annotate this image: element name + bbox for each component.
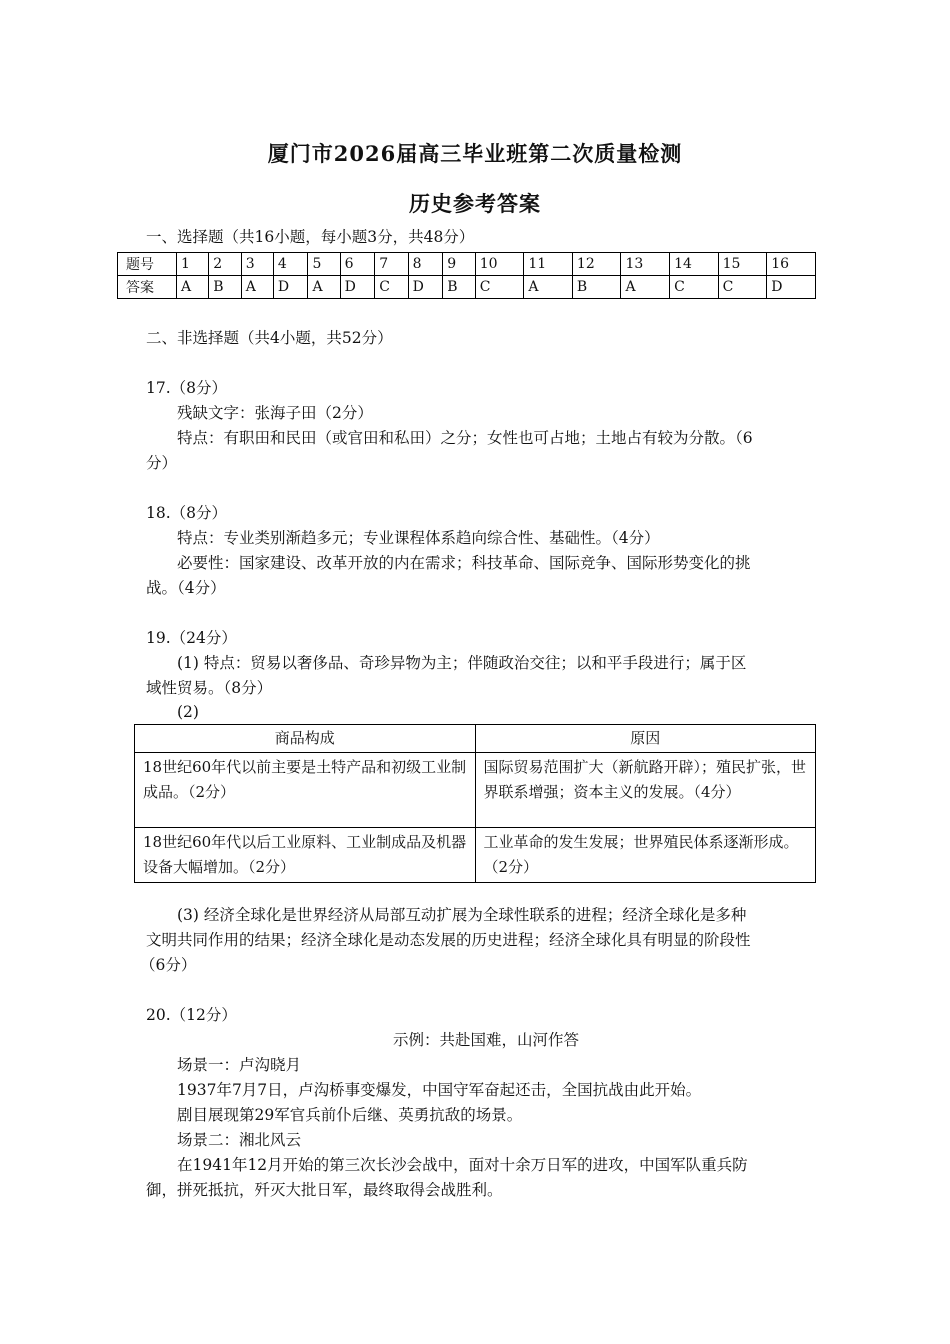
question-number: 4 (273, 253, 308, 276)
question-number: 15 (718, 253, 767, 276)
q18-line2: 必要性：国家建设、改革开放的内在需求；科技革命、国际竞争、国际形势变化的挑 (177, 554, 751, 572)
answer-letter: D (273, 276, 308, 299)
q19-table (134, 724, 816, 883)
q20-scene2-title: 场景二：湘北风云 (177, 1131, 302, 1149)
row-label-answer: 答案 (118, 276, 177, 299)
q18-line1: 特点：专业类别渐趋多元；专业课程体系趋向综合性、基础性。（4分） (177, 529, 660, 547)
question-number: 2 (209, 253, 242, 276)
question-number: 6 (340, 253, 375, 276)
question-number: 7 (375, 253, 408, 276)
q19-cell-goods: 18世纪60年代以后工业原料、工业制成品及机器设备大幅增加。（2分） (135, 828, 476, 883)
section1-heading: 一、选择题（共16小题，每小题3分，共48分） (146, 228, 475, 246)
answer-letter: A (524, 276, 573, 299)
answer-letter: C (670, 276, 719, 299)
q18-label: 18.（8分） (146, 504, 228, 522)
q20-scene1-title: 场景一：卢沟晓月 (177, 1056, 302, 1074)
q20-scene1-line2: 剧目展现第29军官兵前仆后继、英勇抗敌的场景。 (177, 1106, 523, 1124)
answer-letter: C (718, 276, 767, 299)
answer-letter: C (475, 276, 524, 299)
q19-label: 19.（24分） (146, 629, 237, 647)
answer-letter: C (375, 276, 408, 299)
question-number: 16 (767, 253, 816, 276)
q19-part1-cont: 域性贸易。（8分） (146, 679, 273, 697)
q20-example-title: 示例：共赴国难，山河作答 (393, 1031, 580, 1049)
question-number: 8 (408, 253, 443, 276)
question-number: 9 (443, 253, 476, 276)
answer-letter: D (408, 276, 443, 299)
row-label-question: 题号 (118, 253, 177, 276)
answer-row (118, 276, 816, 299)
q19-table-header-goods: 商品构成 (135, 725, 476, 753)
question-number: 5 (308, 253, 340, 276)
q17-line2-cont: 分） (146, 454, 178, 472)
q19-part3-score: （6分） (140, 956, 197, 974)
q20-label: 20.（12分） (146, 1006, 237, 1024)
q17-line2: 特点：有职田和民田（或官田和私田）之分；女性也可占地；土地占有较为分散。（6 (177, 429, 753, 447)
table-row (135, 828, 816, 883)
question-number: 14 (670, 253, 719, 276)
question-number-row (118, 253, 816, 276)
question-number: 1 (177, 253, 209, 276)
q19-part3-cont: 文明共同作用的结果；经济全球化是动态发展的历史进程；经济全球化具有明显的阶段性 (146, 931, 751, 949)
table-row (135, 753, 816, 828)
q20-scene1-line1: 1937年7月7日，卢沟桥事变爆发，中国守军奋起还击，全国抗战由此开始。 (177, 1081, 702, 1099)
q19-cell-reason: 工业革命的发生发展；世界殖民体系逐渐形成。（2分） (475, 828, 816, 883)
page-title: 厦门市2026届高三毕业班第二次质量检测 (267, 141, 683, 166)
q20-scene2-line1: 在1941年12月开始的第三次长沙会战中，面对十余万日军的进攻，中国军队重兵防 (177, 1156, 748, 1174)
question-number: 3 (241, 253, 273, 276)
q19-part1: (1) 特点：贸易以奢侈品、奇珍异物为主；伴随政治交往；以和平手段进行；属于区 (177, 654, 747, 672)
q20-scene2-line2: 御，拼死抵抗，歼灭大批日军，最终取得会战胜利。 (146, 1181, 503, 1199)
q19-cell-reason: 国际贸易范围扩大（新航路开辟）；殖民扩张，世界联系增强；资本主义的发展。（4分） (475, 753, 816, 828)
answer-letter: D (340, 276, 375, 299)
answer-letter: B (443, 276, 476, 299)
answer-letter: B (572, 276, 621, 299)
answer-letter: D (767, 276, 816, 299)
question-number: 13 (621, 253, 670, 276)
answer-letter: A (308, 276, 340, 299)
question-number: 12 (572, 253, 621, 276)
q18-line2-cont: 战。（4分） (146, 579, 226, 597)
q17-line1: 残缺文字：张海子田（2分） (177, 404, 373, 422)
q19-part2-label: (2) (177, 703, 199, 721)
answer-letter: A (177, 276, 209, 299)
answer-letter: A (241, 276, 273, 299)
q19-table-header-reason: 原因 (475, 725, 816, 753)
q19-cell-goods: 18世纪60年代以前主要是土特产品和初级工业制成品。（2分） (135, 753, 476, 828)
section2-heading: 二、非选择题（共4小题，共52分） (146, 329, 393, 347)
page-subtitle: 历史参考答案 (409, 191, 541, 216)
answer-table (117, 252, 816, 299)
question-number: 11 (524, 253, 573, 276)
question-number: 10 (475, 253, 524, 276)
q19-part3: (3) 经济全球化是世界经济从局部互动扩展为全球性联系的进程；经济全球化是多种 (177, 906, 747, 924)
answer-letter: B (209, 276, 242, 299)
q17-label: 17.（8分） (146, 379, 228, 397)
answer-letter: A (621, 276, 670, 299)
